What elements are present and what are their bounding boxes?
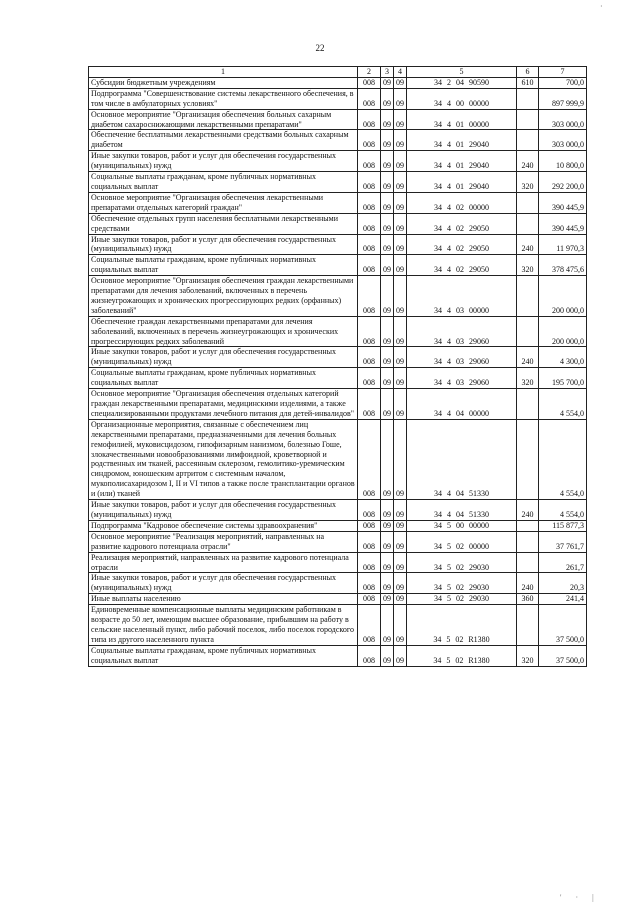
table-row bbox=[89, 234, 587, 255]
row-amount: 11 970,3 bbox=[539, 234, 587, 255]
row-name: Подпрограмма "Совершенствование системы лекарственного обеспечения, в том числе в амбулаторных условиях" bbox=[89, 88, 358, 109]
row-amount: 241,4 bbox=[539, 594, 587, 605]
row-name: Социальные выплаты гражданам, кроме публичных нормативных социальных выплат bbox=[89, 255, 358, 276]
row-name: Подпрограмма "Кадровое обеспечение системы здравоохранения" bbox=[89, 520, 358, 531]
row-amount: 4 300,0 bbox=[539, 347, 587, 368]
row-expense-type bbox=[517, 520, 539, 531]
row-section-code: 09 bbox=[381, 531, 394, 552]
row-section-code: 09 bbox=[381, 419, 394, 499]
row-expense-type: 320 bbox=[517, 255, 539, 276]
corner-mark: · bbox=[600, 2, 603, 11]
row-section-code: 09 bbox=[381, 255, 394, 276]
header-col-7: 7 bbox=[539, 67, 587, 78]
row-target-article: 34 4 01 29040 bbox=[407, 151, 517, 172]
row-grbs-code: 008 bbox=[358, 276, 381, 317]
row-amount: 292 200,0 bbox=[539, 172, 587, 193]
page-number: 22 bbox=[315, 43, 325, 53]
row-expense-type: 240 bbox=[517, 234, 539, 255]
row-grbs-code: 008 bbox=[358, 500, 381, 521]
table-row bbox=[89, 130, 587, 151]
row-amount: 303 000,0 bbox=[539, 109, 587, 130]
budget-table bbox=[88, 66, 587, 667]
table-row bbox=[89, 213, 587, 234]
row-grbs-code: 008 bbox=[358, 419, 381, 499]
row-subsection-code: 09 bbox=[394, 234, 407, 255]
row-expense-type bbox=[517, 88, 539, 109]
row-subsection-code: 09 bbox=[394, 130, 407, 151]
row-subsection-code: 09 bbox=[394, 213, 407, 234]
row-subsection-code: 09 bbox=[394, 77, 407, 88]
row-grbs-code: 008 bbox=[358, 130, 381, 151]
table-row bbox=[89, 605, 587, 646]
row-expense-type: 240 bbox=[517, 347, 539, 368]
row-section-code: 09 bbox=[381, 368, 394, 389]
row-name: Иные закупки товаров, работ и услуг для обеспечения государственных (муниципальных) нужд bbox=[89, 573, 358, 594]
row-subsection-code: 09 bbox=[394, 389, 407, 420]
row-grbs-code: 008 bbox=[358, 347, 381, 368]
row-amount: 700,0 bbox=[539, 77, 587, 88]
table-row bbox=[89, 77, 587, 88]
row-expense-type: 240 bbox=[517, 151, 539, 172]
row-target-article: 34 4 01 29040 bbox=[407, 172, 517, 193]
row-name: Иные закупки товаров, работ и услуг для обеспечения государственных (муниципальных) нужд bbox=[89, 500, 358, 521]
footer-mark: ' · | bbox=[560, 893, 600, 902]
row-name: Основное мероприятие "Организация обеспечения лекарственными препаратами отдельных категорий граждан" bbox=[89, 192, 358, 213]
row-expense-type bbox=[517, 192, 539, 213]
row-name: Иные закупки товаров, работ и услуг для обеспечения государственных (муниципальных) нужд bbox=[89, 234, 358, 255]
row-subsection-code: 09 bbox=[394, 552, 407, 573]
row-amount: 37 500,0 bbox=[539, 605, 587, 646]
row-section-code: 09 bbox=[381, 594, 394, 605]
row-expense-type: 610 bbox=[517, 77, 539, 88]
row-amount: 195 700,0 bbox=[539, 368, 587, 389]
row-grbs-code: 008 bbox=[358, 520, 381, 531]
row-target-article: 34 5 02 29030 bbox=[407, 594, 517, 605]
row-amount: 37 761,7 bbox=[539, 531, 587, 552]
row-grbs-code: 008 bbox=[358, 645, 381, 666]
row-expense-type: 360 bbox=[517, 594, 539, 605]
row-subsection-code: 09 bbox=[394, 645, 407, 666]
row-amount: 200 000,0 bbox=[539, 316, 587, 347]
row-target-article: 34 4 04 51330 bbox=[407, 419, 517, 499]
row-section-code: 09 bbox=[381, 389, 394, 420]
row-target-article: 34 4 02 29050 bbox=[407, 255, 517, 276]
row-target-article: 34 4 03 29060 bbox=[407, 316, 517, 347]
row-section-code: 09 bbox=[381, 88, 394, 109]
header-row bbox=[89, 67, 587, 78]
row-target-article: 34 5 02 29030 bbox=[407, 552, 517, 573]
row-expense-type bbox=[517, 109, 539, 130]
table-row bbox=[89, 109, 587, 130]
row-expense-type bbox=[517, 531, 539, 552]
table-row bbox=[89, 192, 587, 213]
row-grbs-code: 008 bbox=[358, 109, 381, 130]
row-subsection-code: 09 bbox=[394, 594, 407, 605]
table-row bbox=[89, 573, 587, 594]
row-expense-type bbox=[517, 419, 539, 499]
row-section-code: 09 bbox=[381, 213, 394, 234]
table-row bbox=[89, 389, 587, 420]
row-expense-type: 320 bbox=[517, 645, 539, 666]
row-target-article: 34 5 02 29030 bbox=[407, 573, 517, 594]
row-amount: 200 000,0 bbox=[539, 276, 587, 317]
row-name: Обеспечение граждан лекарственными препаратами для лечения заболеваний, включенных в перечень жизнеугрожающих и хронических прогрессирующих редких заболеваний bbox=[89, 316, 358, 347]
table-row bbox=[89, 368, 587, 389]
row-amount: 390 445,9 bbox=[539, 213, 587, 234]
table-row bbox=[89, 531, 587, 552]
row-target-article: 34 4 03 29060 bbox=[407, 347, 517, 368]
row-expense-type: 320 bbox=[517, 172, 539, 193]
row-expense-type: 240 bbox=[517, 573, 539, 594]
row-amount: 897 999,9 bbox=[539, 88, 587, 109]
row-subsection-code: 09 bbox=[394, 109, 407, 130]
row-target-article: 34 4 02 29050 bbox=[407, 213, 517, 234]
table-body bbox=[89, 77, 587, 666]
row-section-code: 09 bbox=[381, 500, 394, 521]
row-subsection-code: 09 bbox=[394, 172, 407, 193]
row-target-article: 34 4 02 00000 bbox=[407, 192, 517, 213]
row-amount: 4 554,0 bbox=[539, 500, 587, 521]
row-amount: 390 445,9 bbox=[539, 192, 587, 213]
row-subsection-code: 09 bbox=[394, 520, 407, 531]
row-grbs-code: 008 bbox=[358, 594, 381, 605]
row-name: Иные выплаты населению bbox=[89, 594, 358, 605]
row-grbs-code: 008 bbox=[358, 531, 381, 552]
row-subsection-code: 09 bbox=[394, 151, 407, 172]
row-amount: 37 500,0 bbox=[539, 645, 587, 666]
table-row bbox=[89, 645, 587, 666]
row-name: Единовременные компенсационные выплаты медицинским работникам в возрасте до 50 лет, имеющим высшее образование, прибывшим на работу в сельские населенный пункт, либо рабочий поселок, либо поселок городского типа из другого населенного пункта bbox=[89, 605, 358, 646]
row-target-article: 34 5 02 R1380 bbox=[407, 645, 517, 666]
row-grbs-code: 008 bbox=[358, 172, 381, 193]
row-subsection-code: 09 bbox=[394, 500, 407, 521]
row-expense-type bbox=[517, 316, 539, 347]
row-section-code: 09 bbox=[381, 234, 394, 255]
row-subsection-code: 09 bbox=[394, 605, 407, 646]
row-amount: 115 877,3 bbox=[539, 520, 587, 531]
row-amount: 4 554,0 bbox=[539, 419, 587, 499]
row-subsection-code: 09 bbox=[394, 531, 407, 552]
row-amount: 303 000,0 bbox=[539, 130, 587, 151]
row-name: Социальные выплаты гражданам, кроме публичных нормативных социальных выплат bbox=[89, 172, 358, 193]
row-amount: 4 554,0 bbox=[539, 389, 587, 420]
row-grbs-code: 008 bbox=[358, 213, 381, 234]
row-section-code: 09 bbox=[381, 552, 394, 573]
row-name: Реализация мероприятий, направленных на развитие кадрового потенциала отрасли bbox=[89, 552, 358, 573]
row-subsection-code: 09 bbox=[394, 255, 407, 276]
row-name: Основное мероприятие "Организация обеспечения отдельных категорий граждан лекарственными препаратами, медицинскими изделиями, а также специализированными продуктами лечебного питания для детей-инвалидов" bbox=[89, 389, 358, 420]
row-section-code: 09 bbox=[381, 192, 394, 213]
table-row bbox=[89, 151, 587, 172]
row-subsection-code: 09 bbox=[394, 573, 407, 594]
row-section-code: 09 bbox=[381, 130, 394, 151]
row-expense-type bbox=[517, 130, 539, 151]
row-target-article: 34 4 02 29050 bbox=[407, 234, 517, 255]
row-amount: 261,7 bbox=[539, 552, 587, 573]
row-grbs-code: 008 bbox=[358, 316, 381, 347]
row-target-article: 34 5 00 00000 bbox=[407, 520, 517, 531]
row-section-code: 09 bbox=[381, 573, 394, 594]
row-target-article: 34 4 00 00000 bbox=[407, 88, 517, 109]
table-row bbox=[89, 276, 587, 317]
table-row bbox=[89, 552, 587, 573]
row-target-article: 34 5 02 R1380 bbox=[407, 605, 517, 646]
row-section-code: 09 bbox=[381, 645, 394, 666]
row-subsection-code: 09 bbox=[394, 316, 407, 347]
row-grbs-code: 008 bbox=[358, 573, 381, 594]
row-section-code: 09 bbox=[381, 77, 394, 88]
row-name: Организационные мероприятия, связанные с обеспечением лиц лекарственными препаратами, предназначенными для лечения больных гемофилией, муковисцидозом, гипофизарным нанизмом, болезнью Гоше, злокачественными новообразованиями лимфоидной, кроветворной и родственных им тканей, рассеянным склерозом, гемолитико-уремическим синдромом, юношеским артритом с системным началом, мукополисахаридозом I, II и VI типов а также после трансплантации органов и (или) тканей bbox=[89, 419, 358, 499]
row-section-code: 09 bbox=[381, 316, 394, 347]
row-name: Субсидии бюджетным учреждениям bbox=[89, 77, 358, 88]
row-grbs-code: 008 bbox=[358, 151, 381, 172]
row-name: Социальные выплаты гражданам, кроме публичных нормативных социальных выплат bbox=[89, 645, 358, 666]
table-row bbox=[89, 419, 587, 499]
table-header bbox=[89, 67, 587, 78]
row-subsection-code: 09 bbox=[394, 347, 407, 368]
table-row bbox=[89, 347, 587, 368]
row-section-code: 09 bbox=[381, 276, 394, 317]
row-expense-type bbox=[517, 276, 539, 317]
row-grbs-code: 008 bbox=[358, 77, 381, 88]
row-name: Социальные выплаты гражданам, кроме публичных нормативных социальных выплат bbox=[89, 368, 358, 389]
row-amount: 378 475,6 bbox=[539, 255, 587, 276]
row-target-article: 34 4 04 51330 bbox=[407, 500, 517, 521]
row-subsection-code: 09 bbox=[394, 88, 407, 109]
header-col-2: 2 bbox=[358, 67, 381, 78]
row-target-article: 34 4 01 00000 bbox=[407, 109, 517, 130]
table-row bbox=[89, 316, 587, 347]
row-subsection-code: 09 bbox=[394, 419, 407, 499]
row-name: Обеспечение бесплатными лекарственными средствами больных сахарным диабетом bbox=[89, 130, 358, 151]
row-section-code: 09 bbox=[381, 605, 394, 646]
row-amount: 20,3 bbox=[539, 573, 587, 594]
row-name: Основное мероприятие "Реализация мероприятий, направленных на развитие кадрового потенциала отрасли" bbox=[89, 531, 358, 552]
row-expense-type: 320 bbox=[517, 368, 539, 389]
row-target-article: 34 4 03 00000 bbox=[407, 276, 517, 317]
row-subsection-code: 09 bbox=[394, 368, 407, 389]
row-target-article: 34 2 04 90590 bbox=[407, 77, 517, 88]
header-col-4: 4 bbox=[394, 67, 407, 78]
row-grbs-code: 008 bbox=[358, 368, 381, 389]
row-name: Основное мероприятие "Организация обеспечения больных сахарным диабетом сахароснижающими лекарственными препаратами" bbox=[89, 109, 358, 130]
row-grbs-code: 008 bbox=[358, 605, 381, 646]
row-section-code: 09 bbox=[381, 109, 394, 130]
row-section-code: 09 bbox=[381, 172, 394, 193]
header-col-5: 5 bbox=[407, 67, 517, 78]
row-amount: 10 800,0 bbox=[539, 151, 587, 172]
row-expense-type bbox=[517, 605, 539, 646]
row-expense-type: 240 bbox=[517, 500, 539, 521]
table-row bbox=[89, 500, 587, 521]
row-section-code: 09 bbox=[381, 347, 394, 368]
row-section-code: 09 bbox=[381, 151, 394, 172]
header-col-1: 1 bbox=[89, 67, 358, 78]
row-grbs-code: 008 bbox=[358, 255, 381, 276]
row-grbs-code: 008 bbox=[358, 88, 381, 109]
row-target-article: 34 4 01 29040 bbox=[407, 130, 517, 151]
row-grbs-code: 008 bbox=[358, 389, 381, 420]
row-name: Иные закупки товаров, работ и услуг для обеспечения государственных (муниципальных) нужд bbox=[89, 347, 358, 368]
row-expense-type bbox=[517, 213, 539, 234]
header-col-3: 3 bbox=[381, 67, 394, 78]
table-row bbox=[89, 520, 587, 531]
row-subsection-code: 09 bbox=[394, 276, 407, 317]
row-grbs-code: 008 bbox=[358, 234, 381, 255]
row-target-article: 34 4 03 29060 bbox=[407, 368, 517, 389]
header-col-6: 6 bbox=[517, 67, 539, 78]
row-subsection-code: 09 bbox=[394, 192, 407, 213]
table-row bbox=[89, 172, 587, 193]
row-grbs-code: 008 bbox=[358, 552, 381, 573]
row-expense-type bbox=[517, 389, 539, 420]
table-row bbox=[89, 594, 587, 605]
table-row bbox=[89, 255, 587, 276]
row-name: Иные закупки товаров, работ и услуг для обеспечения государственных (муниципальных) нужд bbox=[89, 151, 358, 172]
row-target-article: 34 5 02 00000 bbox=[407, 531, 517, 552]
row-section-code: 09 bbox=[381, 520, 394, 531]
table-row bbox=[89, 88, 587, 109]
row-target-article: 34 4 04 00000 bbox=[407, 389, 517, 420]
row-grbs-code: 008 bbox=[358, 192, 381, 213]
row-name: Обеспечение отдельных групп населения бесплатными лекарственными средствами bbox=[89, 213, 358, 234]
row-name: Основное мероприятие "Организация обеспечения граждан лекарственными препаратами для лечения заболеваний, включенных в перечень жизнеугрожающих и хронических прогрессирующих редких (орфанных) заболеваний" bbox=[89, 276, 358, 317]
row-expense-type bbox=[517, 552, 539, 573]
